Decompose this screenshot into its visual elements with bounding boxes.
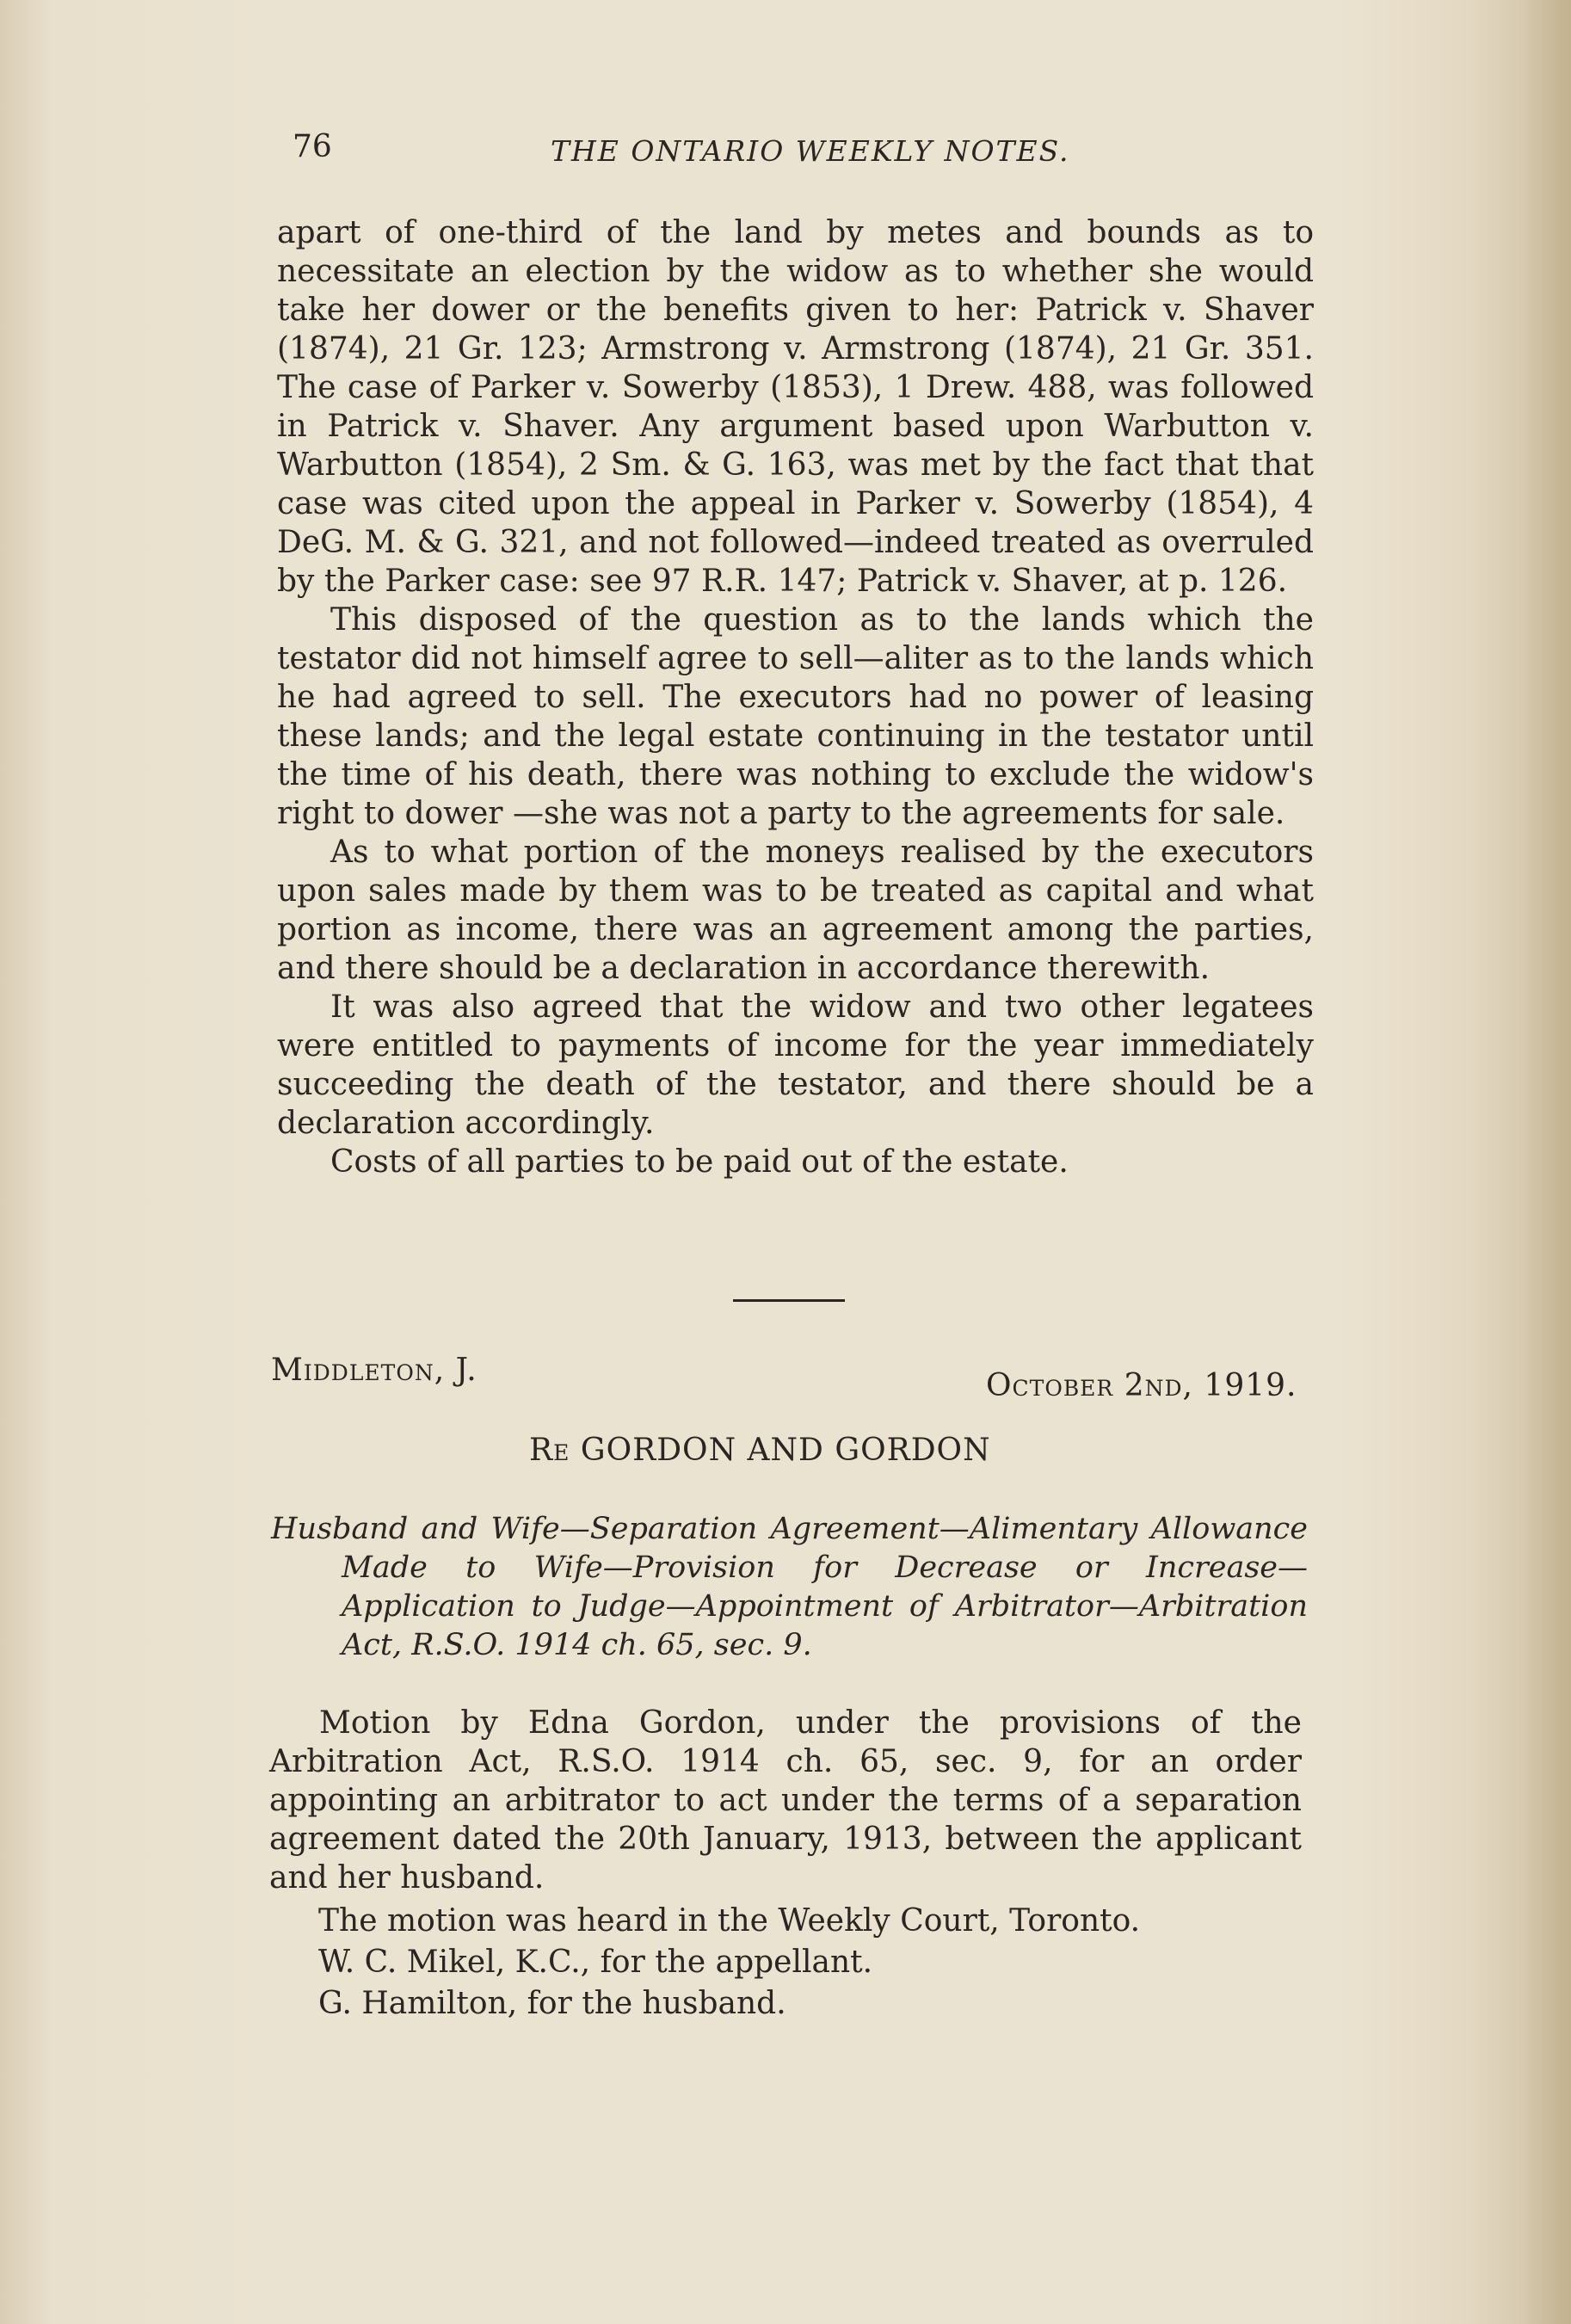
case-title <box>529 1433 991 1468</box>
hearing-note: The motion was heard in the Weekly Court, Toronto. <box>318 1903 1141 1939</box>
judgment-date: October 2nd, 1919. <box>986 1368 1297 1403</box>
counsel-appellant: W. C. Mikel, K.C., for the appellant. <box>318 1945 873 1980</box>
section-divider <box>733 1299 845 1302</box>
paragraph-moneys: As to what portion of the moneys realised by the executors upon sales made by them was to be treated as capital and what portion as income, there was an agreement among the parties, and there should be a declaration in accordance therewith. <box>277 835 1314 986</box>
headnote: Husband and Wife—Separation Agreement—Alimentary Allowance Made to Wife—Provision for Decrease or Increase—Application to Judge—Appointment of Arbitrator—Arbitration Act, R.S.O. 1914 ch. 65, sec. 9. <box>271 1512 1308 1662</box>
paragraph-legatees: It was also agreed that the widow and two other legatees were entitled to payments of income for the year immediately succeeding the death of the testator, and there should be a declaration accordingly. <box>277 989 1314 1141</box>
page-header <box>293 129 1316 181</box>
body-text <box>277 213 1314 1181</box>
judge-name: Middleton, J. <box>271 1353 477 1388</box>
paragraph-continuation: apart of one-third of the land by metes and bounds as to necessitate an election by the widow as to whether she would take her dower or the benefits given to her: Patrick v. Shaver (1874), 21 Gr. 123; Armstrong v. Armstrong (1874), 21 Gr. 351. The case of Parker v. Sowerby (1853), 1 Drew. 488, was followed in Patrick v. Shaver. Any argument based upon Warbutton v. Warbutton (1854), 2 Sm. & G. 163, was met by the fact that that case was cited upon the appeal in Parker v. Sowerby (1854), 4 DeG. M. & G. 321, and not followed—indeed treated as overruled by the Parker case: see 97 R.R. 147; Patrick v. Shaver, at p. 126. <box>277 215 1314 599</box>
page-number: 76 <box>293 129 332 164</box>
motion-paragraph: Motion by Edna Gordon, under the provisions of the Arbitration Act, R.S.O. 1914 ch. 65, sec. 9, for an order appointing an arbitrator to act under the terms of a separation agreement dated the 20th January, 1913, between the applicant and her husband. <box>269 1705 1302 1896</box>
case-title-parties: GORDON AND GORDON <box>580 1433 991 1468</box>
paragraph-costs: Costs of all parties to be paid out of the estate. <box>330 1144 1069 1180</box>
counsel-husband: G. Hamilton, for the husband. <box>318 1986 786 2021</box>
book-spine-shadow <box>1519 0 1571 2324</box>
running-title: THE ONTARIO WEEKLY NOTES. <box>551 134 1070 168</box>
case-title-prefix: Re <box>529 1433 570 1468</box>
paragraph-dower: This disposed of the question as to the lands which the testator did not himself agree to sell—aliter as to the lands which he had agreed to sell. The executors had no power of leasing these lands; and the legal estate continuing in the testator until the time of his death, there was nothing to exclude the widow's right to dower —she was not a party to the agreements for sale. <box>277 602 1314 831</box>
